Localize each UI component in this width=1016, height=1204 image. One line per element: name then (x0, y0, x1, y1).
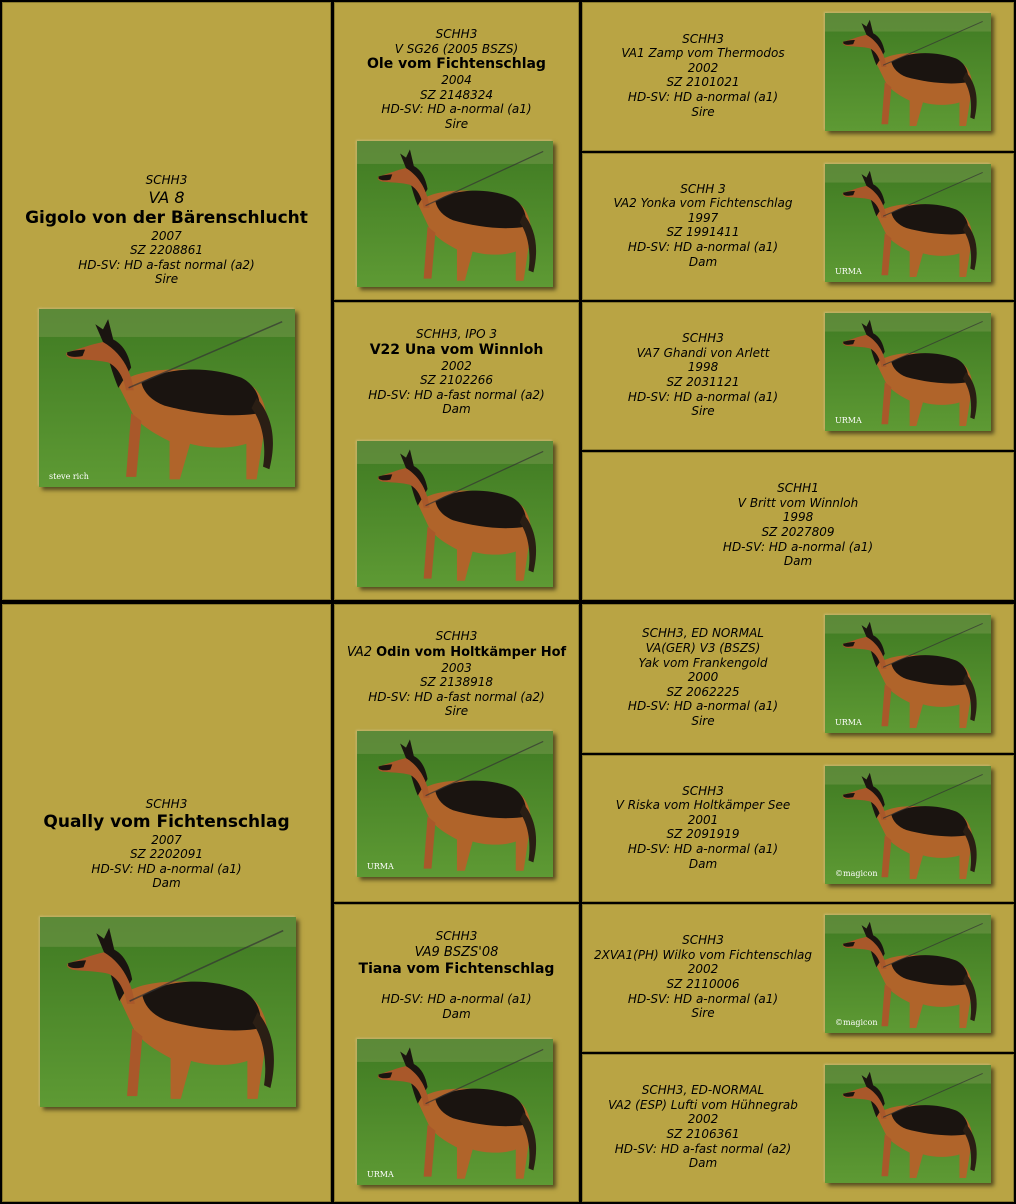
dog-name: Tiana vom Fichtenschlag (358, 960, 555, 977)
dog-sz: SZ 2102266 (419, 373, 494, 388)
dog-hd: HD-SV: HD a-normal (a1) (381, 992, 532, 1007)
dog-info (335, 929, 578, 1021)
dog-role: Dam (688, 1156, 718, 1171)
dog-rank: VA2 (346, 644, 377, 660)
dog-photo (825, 615, 991, 733)
photo-watermark: URMA (835, 416, 862, 425)
dog-sz: SZ 2091919 (666, 827, 740, 842)
dog-hd: HD-SV: HD a-fast normal (a2) (78, 257, 255, 272)
photo-watermark: URMA (367, 1170, 394, 1179)
dog-title: SCHH3 (435, 27, 478, 41)
dog-info (583, 626, 823, 728)
dog-role: Dam (688, 856, 718, 871)
dog-info (335, 629, 578, 719)
dog-year: 2004 (441, 73, 472, 88)
dog-role: Sire (691, 1006, 715, 1021)
dog-cell-parent (334, 904, 579, 1202)
dog-hd: HD-SV: HD a-fast normal (a2) (614, 1141, 792, 1156)
dog-cell-grandparent (582, 2, 1014, 151)
dog-sz: SZ 2062225 (666, 684, 740, 699)
spacer (335, 978, 578, 993)
dog-info (3, 173, 330, 287)
photo-watermark: URMA (835, 267, 862, 276)
dog-hd: HD-SV: HD a-normal (a1) (91, 861, 242, 876)
dog-role: Sire (691, 404, 715, 419)
dog-hd: HD-SV: HD a-normal (a1) (627, 389, 779, 404)
dog-info (583, 1083, 823, 1171)
dog-photo (825, 1065, 991, 1183)
dog-cell-grandparent (582, 302, 1014, 450)
dog-title: SCHH3 (145, 797, 188, 811)
dog-title: SCHH3 (435, 929, 478, 943)
dog-hd: HD-SV: HD a-fast normal (a2) (368, 387, 545, 402)
dog-cell-grandparent (582, 755, 1014, 902)
dog-cell-main (2, 604, 331, 1202)
dog-cell-grandparent (582, 604, 1014, 753)
dog-photo (39, 309, 295, 487)
photo-watermark: steve rich (49, 472, 89, 481)
dog-year: 1997 (687, 210, 719, 225)
dog-hd: HD-SV: HD a-normal (a1) (381, 102, 532, 117)
dog-sz: SZ 2138918 (419, 675, 494, 690)
dog-info (583, 933, 823, 1021)
dog-name: VA7 Ghandi von Arlett (636, 345, 770, 360)
dog-info (335, 327, 578, 417)
dog-title: SCHH 3 (680, 181, 726, 196)
dog-photo (357, 1039, 553, 1185)
dog-name: VA1 Zamp vom Thermodos (621, 46, 785, 61)
dog-role: Sire (691, 104, 715, 119)
dog-hd: HD-SV: HD a-fast normal (a2) (368, 689, 545, 704)
dog-year: 2002 (687, 60, 719, 75)
dog-title: SCHH3 (145, 173, 188, 187)
dog-photo (825, 313, 991, 431)
dog-cell-grandparent (582, 452, 1014, 600)
dog-name: 2XVA1(PH) Wilko vom Fichtenschlag (593, 947, 812, 962)
photo-watermark: ©magicon (835, 1018, 878, 1027)
photo-watermark: URMA (835, 718, 862, 727)
dog-hd: HD-SV: HD a-normal (a1) (627, 240, 779, 255)
dog-role: Dam (152, 876, 181, 891)
dog-title: SCHH3 (435, 629, 478, 643)
dog-year: 1998 (687, 360, 719, 375)
dog-hd: HD-SV: HD a-normal (a1) (627, 842, 779, 857)
dog-year: 2002 (687, 1112, 719, 1127)
dog-photo (825, 915, 991, 1033)
dog-name: Odin vom Holtkämper Hof (376, 644, 567, 660)
photo-watermark: URMA (367, 862, 394, 871)
dog-rank: V SG26 (2005 BSZS) (394, 41, 519, 56)
dog-name: V22 Una vom Winnloh (369, 341, 544, 358)
dog-year: 2007 (151, 832, 182, 847)
photo-watermark: ©magicon (835, 869, 878, 878)
dog-name: Qually vom Fichtenschlag (43, 811, 290, 832)
dog-photo (825, 13, 991, 131)
dog-year: 1998 (782, 510, 814, 525)
dog-year: 2000 (687, 670, 719, 685)
dog-name: Yak vom Frankengold (638, 655, 768, 670)
dog-rank: VA(GER) V3 (BSZS) (645, 640, 761, 655)
dog-cell-parent (334, 604, 579, 902)
dog-rank: VA 8 (148, 187, 185, 207)
dog-photo (357, 441, 553, 587)
dog-sz: SZ 2031121 (666, 374, 740, 389)
dog-title: SCHH3 (682, 783, 724, 798)
dog-cell-parent (334, 302, 579, 600)
dog-title: SCHH3 (682, 933, 724, 948)
dog-title: SCHH3 (682, 31, 724, 46)
dog-sz: SZ 1991411 (666, 225, 740, 240)
dog-sz: SZ 2106361 (666, 1126, 740, 1141)
dog-title: SCHH3, IPO 3 (416, 327, 497, 341)
dog-photo (825, 164, 991, 282)
dog-role: Sire (444, 704, 469, 719)
dog-hd: HD-SV: HD a-normal (a1) (627, 991, 779, 1006)
dog-photo (825, 766, 991, 884)
dog-role: Sire (154, 272, 179, 287)
dog-title: SCHH3, ED-NORMAL (641, 1083, 765, 1098)
dog-hd: HD-SV: HD a-normal (a1) (722, 539, 874, 554)
dog-name: V Britt vom Winnloh (737, 495, 859, 510)
dog-role: Sire (691, 713, 715, 728)
dog-sz: SZ 2208861 (129, 243, 204, 258)
dog-sz: SZ 2027809 (761, 524, 835, 539)
dog-info (335, 27, 578, 132)
dog-cell-parent (334, 2, 579, 300)
dog-info (583, 784, 823, 872)
dog-info (583, 32, 823, 120)
dog-title: SCHH3, ED NORMAL (642, 626, 764, 641)
dog-photo (357, 141, 553, 287)
dog-photo (40, 917, 296, 1107)
dog-year: 2002 (687, 962, 719, 977)
dog-year: 2001 (687, 812, 719, 827)
dog-role: Sire (444, 116, 469, 131)
dog-sz: SZ 2202091 (129, 847, 204, 862)
dog-role: Dam (442, 1006, 471, 1021)
dog-name: Gigolo von der Bärenschlucht (25, 207, 308, 228)
dog-name: V Riska vom Holtkämper See (615, 798, 791, 813)
dog-cell-grandparent (582, 1054, 1014, 1202)
dog-sz: SZ 2110006 (666, 976, 740, 991)
dog-name: VA2 (ESP) Lufti vom Hühnegrab (608, 1097, 798, 1112)
dog-hd: HD-SV: HD a-normal (a1) (627, 699, 779, 714)
dog-sz: SZ 2101021 (666, 75, 740, 90)
dog-cell-grandparent (582, 904, 1014, 1052)
dog-photo (357, 731, 553, 877)
dog-role: Dam (442, 402, 471, 417)
dog-role: Dam (688, 254, 718, 269)
dog-year: 2003 (441, 660, 472, 675)
dog-year: 2007 (151, 228, 182, 243)
dog-cell-grandparent (582, 153, 1014, 300)
dog-role: Dam (783, 554, 813, 569)
dog-hd: HD-SV: HD a-normal (a1) (627, 90, 779, 105)
dog-sz: SZ 2148324 (419, 87, 494, 102)
dog-name: VA2 Yonka vom Fichtenschlag (613, 196, 793, 211)
dog-rank: VA9 BSZS'08 (414, 944, 499, 960)
dog-rank-name (335, 644, 578, 661)
dog-title: SCHH3 (682, 331, 724, 346)
dog-title: SCHH1 (777, 481, 819, 496)
dog-info (583, 481, 1013, 569)
dog-name: Ole vom Fichtenschlag (367, 56, 546, 73)
dog-info (3, 797, 330, 891)
dog-year: 2002 (441, 358, 472, 373)
dog-info (583, 182, 823, 270)
dog-info (583, 331, 823, 419)
dog-cell-main (2, 2, 331, 600)
